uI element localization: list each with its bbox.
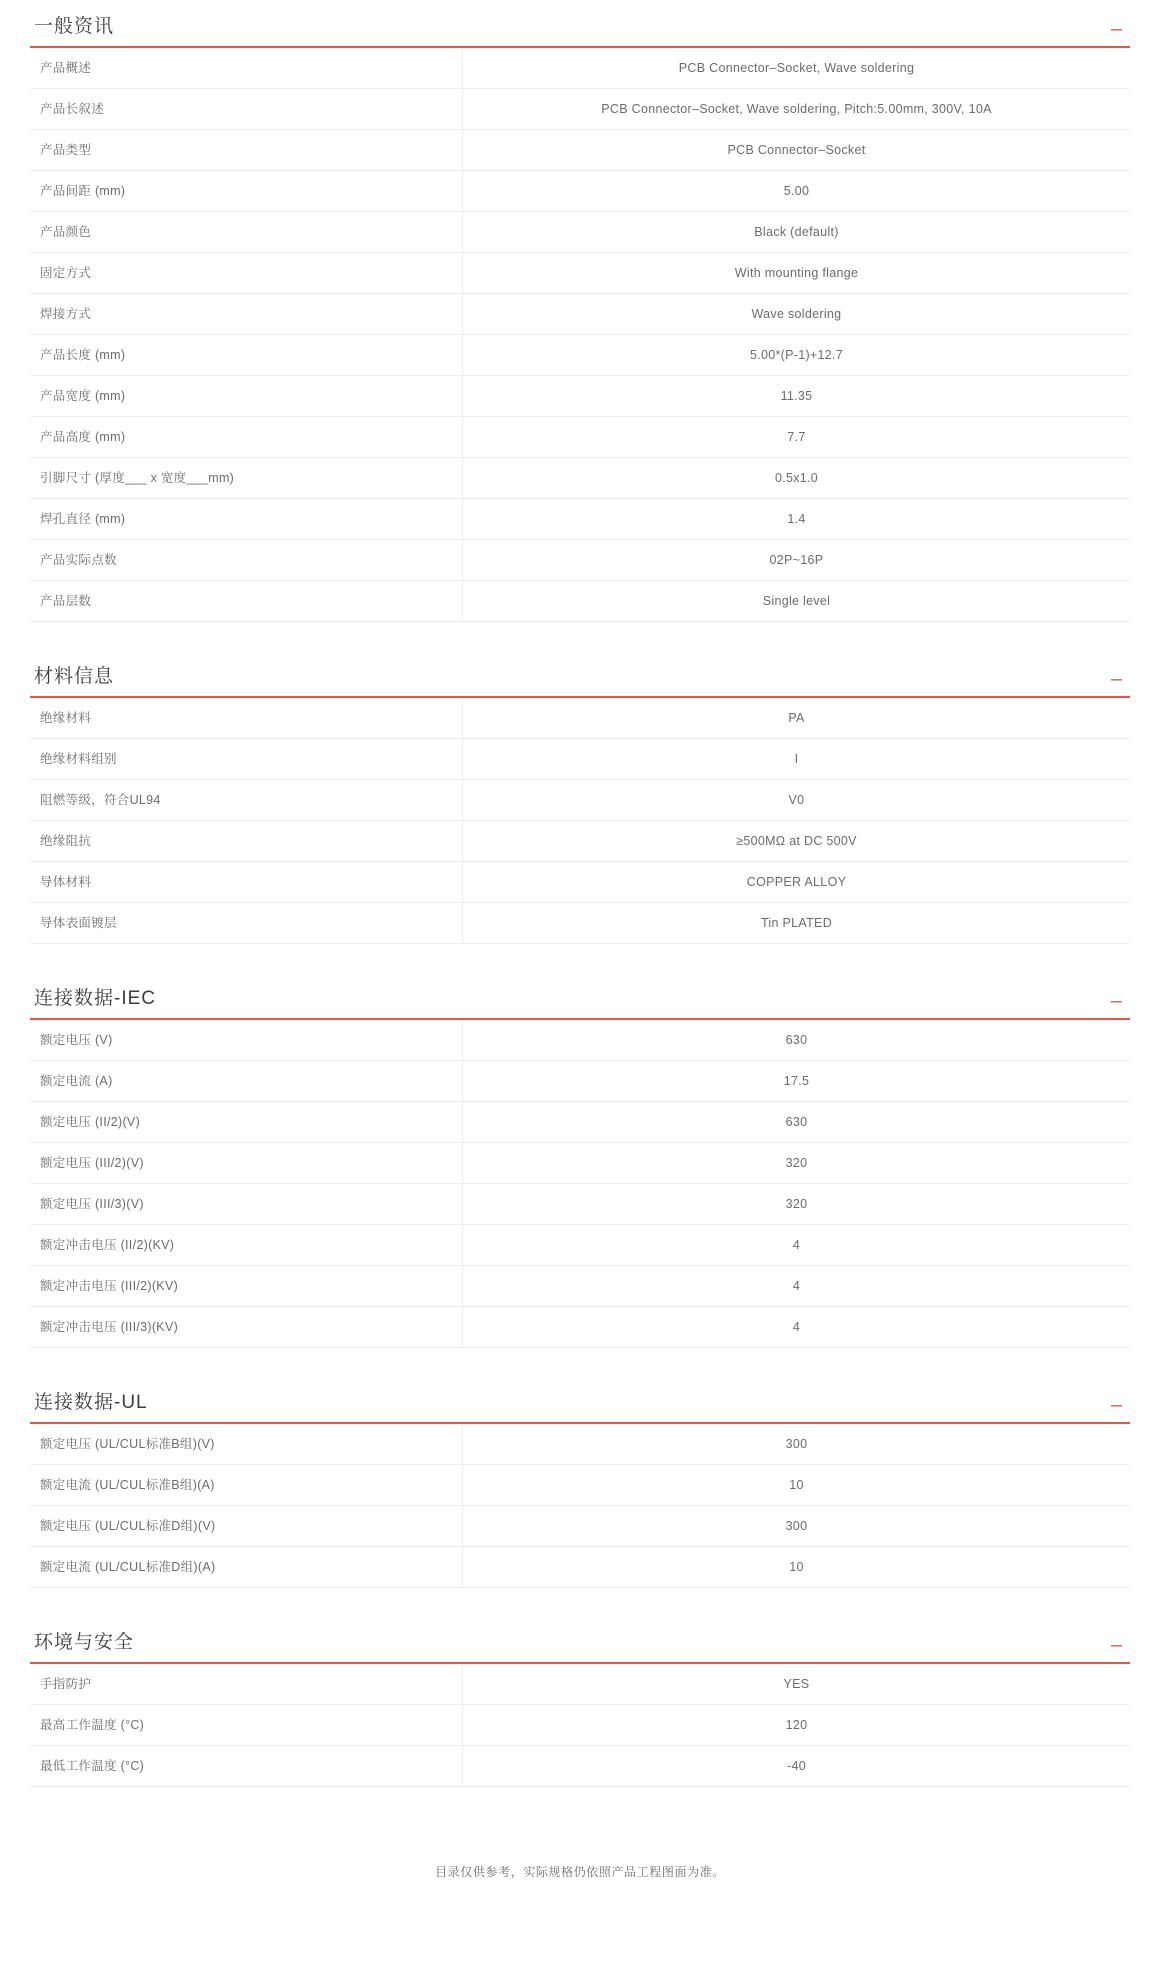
spec-value: 10	[789, 1560, 804, 1574]
spec-value: 4	[792, 1320, 801, 1334]
table-row	[30, 780, 1130, 821]
table-row	[30, 1225, 1130, 1266]
spec-value: 17.5	[783, 1074, 810, 1088]
table-row	[30, 1506, 1130, 1547]
spec-key: 额定冲击电压 (III/3)(KV)	[30, 1307, 463, 1348]
spec-key: 焊接方式	[30, 294, 463, 335]
spec-key: 焊孔直径 (mm)	[30, 499, 463, 540]
table-row	[30, 417, 1130, 458]
section-header	[30, 986, 1130, 1020]
spec-key: 额定电压 (V)	[30, 1020, 463, 1061]
table-row	[30, 458, 1130, 499]
spec-value: 630	[785, 1115, 808, 1129]
spec-value: 320	[785, 1197, 808, 1211]
spec-section	[30, 664, 1130, 944]
spec-value: PA	[788, 711, 805, 725]
spec-key: 额定电压 (UL/CUL标准D组)(V)	[30, 1506, 463, 1547]
spec-value: 300	[785, 1519, 808, 1533]
table-row	[30, 1266, 1130, 1307]
table-row	[30, 253, 1130, 294]
spec-key: 额定电压 (UL/CUL标准B组)(V)	[30, 1424, 463, 1465]
table-row	[30, 821, 1130, 862]
spec-key: 导体表面镀层	[30, 903, 463, 944]
table-row	[30, 862, 1130, 903]
spec-key: 产品高度 (mm)	[30, 417, 463, 458]
spec-value: I	[794, 752, 799, 766]
spec-key: 产品宽度 (mm)	[30, 376, 463, 417]
spec-key: 额定电流 (UL/CUL标准D组)(A)	[30, 1547, 463, 1588]
section-title: 连接数据-UL	[34, 1392, 148, 1413]
spec-key: 手指防护	[30, 1664, 463, 1705]
collapse-toggle-icon[interactable]: –	[1110, 1634, 1122, 1656]
spec-table	[30, 698, 1130, 944]
spec-key: 绝缘阻抗	[30, 821, 463, 862]
section-header	[30, 14, 1130, 48]
spec-key: 产品概述	[30, 48, 463, 89]
spec-value: 4	[792, 1279, 801, 1293]
spec-key: 绝缘材料	[30, 698, 463, 739]
spec-value: Single level	[762, 594, 831, 608]
footnote: 目录仅供参考，实际规格仍依照产品工程图面为准。	[435, 1865, 725, 1879]
spec-value: 10	[789, 1478, 804, 1492]
table-row	[30, 1664, 1130, 1705]
spec-key: 额定电流 (A)	[30, 1061, 463, 1102]
spec-section	[30, 14, 1130, 622]
table-row	[30, 903, 1130, 944]
spec-key: 产品类型	[30, 130, 463, 171]
spec-key: 额定冲击电压 (III/2)(KV)	[30, 1266, 463, 1307]
table-row	[30, 1307, 1130, 1348]
table-row	[30, 1746, 1130, 1787]
table-row	[30, 294, 1130, 335]
spec-value: 0.5x1.0	[774, 471, 819, 485]
spec-key: 额定冲击电压 (II/2)(KV)	[30, 1225, 463, 1266]
spec-value: PCB Connector–Socket, Wave soldering, Pitch:5.00mm, 300V, 10A	[601, 102, 992, 116]
spec-key: 最低工作温度 (°C)	[30, 1746, 463, 1787]
section-header	[30, 664, 1130, 698]
spec-value: -40	[787, 1759, 806, 1773]
spec-value: V0	[788, 793, 805, 807]
spec-value: 4	[792, 1238, 801, 1252]
spec-key: 额定电流 (UL/CUL标准B组)(A)	[30, 1465, 463, 1506]
table-row	[30, 376, 1130, 417]
spec-table	[30, 1424, 1130, 1588]
spec-value: 5.00*(P-1)+12.7	[749, 348, 844, 362]
section-header	[30, 1630, 1130, 1664]
spec-value: 7.7	[787, 430, 806, 444]
spec-key: 产品颜色	[30, 212, 463, 253]
table-row	[30, 1061, 1130, 1102]
spec-value: Wave soldering	[751, 307, 842, 321]
section-title: 连接数据-IEC	[34, 988, 157, 1009]
collapse-toggle-icon[interactable]: –	[1110, 990, 1122, 1012]
spec-value: PCB Connector–Socket	[727, 143, 866, 157]
spec-key: 额定电压 (III/3)(V)	[30, 1184, 463, 1225]
table-row	[30, 1102, 1130, 1143]
spec-value: 02P~16P	[769, 553, 824, 567]
section-title: 材料信息	[34, 666, 115, 687]
spec-value: Black (default)	[754, 225, 839, 239]
spec-value: 120	[785, 1718, 808, 1732]
table-row	[30, 1547, 1130, 1588]
collapse-toggle-icon[interactable]: –	[1110, 18, 1122, 40]
table-row	[30, 89, 1130, 130]
table-row	[30, 698, 1130, 739]
table-row	[30, 739, 1130, 780]
table-row	[30, 1465, 1130, 1506]
spec-key: 阻燃等级，符合UL94	[30, 780, 463, 821]
spec-key: 产品间距 (mm)	[30, 171, 463, 212]
spec-value: Tin PLATED	[760, 916, 833, 930]
spec-section	[30, 986, 1130, 1348]
spec-section	[30, 1630, 1130, 1787]
spec-key: 最高工作温度 (°C)	[30, 1705, 463, 1746]
spec-key: 额定电压 (III/2)(V)	[30, 1143, 463, 1184]
spec-value: 300	[785, 1437, 808, 1451]
section-header	[30, 1390, 1130, 1424]
table-row	[30, 212, 1130, 253]
spec-section	[30, 1390, 1130, 1588]
table-row	[30, 540, 1130, 581]
section-title: 一般资讯	[34, 16, 115, 37]
table-row	[30, 48, 1130, 89]
spec-value: 5.00	[783, 184, 810, 198]
table-row	[30, 171, 1130, 212]
spec-value: PCB Connector–Socket, Wave soldering	[678, 61, 915, 75]
spec-value: YES	[783, 1677, 810, 1691]
spec-key: 产品层数	[30, 581, 463, 622]
spec-value: 1.4	[787, 512, 806, 526]
table-row	[30, 1705, 1130, 1746]
spec-table	[30, 48, 1130, 622]
spec-value: 630	[785, 1033, 808, 1047]
table-row	[30, 581, 1130, 622]
spec-key: 固定方式	[30, 253, 463, 294]
spec-key: 导体材料	[30, 862, 463, 903]
section-title: 环境与安全	[34, 1632, 135, 1653]
table-row	[30, 335, 1130, 376]
spec-value: 11.35	[780, 389, 813, 403]
table-row	[30, 1020, 1130, 1061]
table-row	[30, 130, 1130, 171]
sections-container	[30, 14, 1130, 1787]
spec-value: ≥500MΩ at DC 500V	[736, 834, 857, 848]
table-row	[30, 1143, 1130, 1184]
spec-value: With mounting flange	[734, 266, 859, 280]
spec-key: 产品实际点数	[30, 540, 463, 581]
spec-key: 产品长叙述	[30, 89, 463, 130]
spec-table	[30, 1020, 1130, 1348]
spec-value: COPPER ALLOY	[746, 875, 847, 889]
spec-value: 320	[785, 1156, 808, 1170]
spec-key: 产品长度 (mm)	[30, 335, 463, 376]
collapse-toggle-icon[interactable]: –	[1110, 668, 1122, 690]
spec-key: 绝缘材料组别	[30, 739, 463, 780]
table-row	[30, 1424, 1130, 1465]
spec-table	[30, 1664, 1130, 1787]
collapse-toggle-icon[interactable]: –	[1110, 1394, 1122, 1416]
table-row	[30, 499, 1130, 540]
table-row	[30, 1184, 1130, 1225]
spec-key: 额定电压 (II/2)(V)	[30, 1102, 463, 1143]
spec-key: 引脚尺寸 (厚度___ x 宽度___mm)	[30, 458, 463, 499]
